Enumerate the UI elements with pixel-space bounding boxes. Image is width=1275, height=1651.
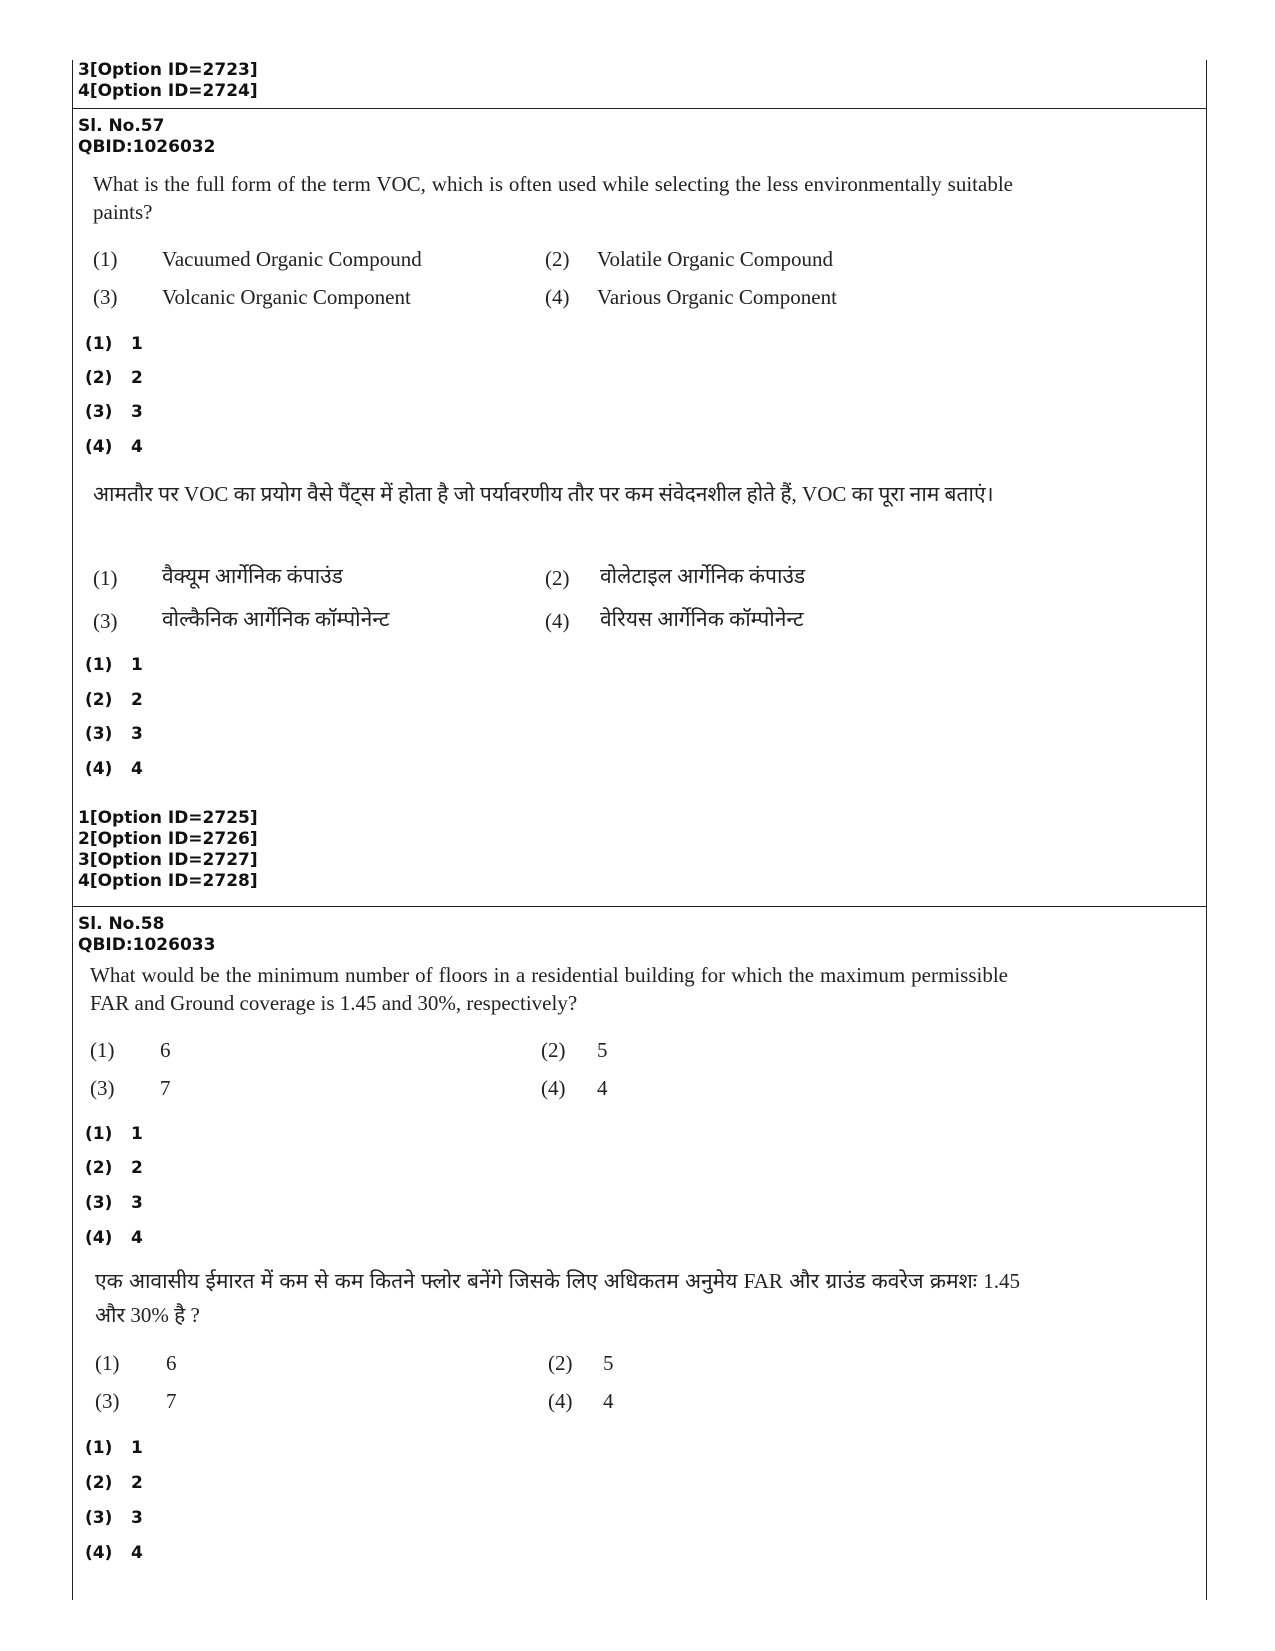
choice-number: (4) (548, 1389, 573, 1413)
choice-text: 5 (603, 1351, 614, 1375)
answer-option: (1) 1 (85, 655, 143, 675)
question-text-english: What would be the minimum number of floors in a residential building for which the maximum permissible FAR and Ground coverage is 1.45 and 30%, respectively? (90, 963, 1008, 1015)
choice-text: वैक्यूम आर्गेनिक कंपाउंड (162, 564, 343, 588)
answer-option: (1) 1 (85, 1438, 143, 1458)
choice-number: (3) (90, 1076, 115, 1100)
choice-number: (3) (93, 285, 118, 309)
row-divider (72, 906, 1207, 907)
choice-number: (3) (95, 1389, 120, 1413)
choice-number: (1) (95, 1351, 120, 1375)
answer-option: (4) 4 (85, 437, 143, 457)
answer-option: (4) 4 (85, 759, 143, 779)
choice-number: (3) (93, 609, 118, 633)
choice-number: (1) (90, 1038, 115, 1062)
qbid: QBID:1026033 (78, 935, 216, 955)
answer-option: (4) 4 (85, 1228, 143, 1248)
qbid: QBID:1026032 (78, 137, 216, 157)
choice-number: (4) (545, 285, 570, 309)
choice-text: 4 (597, 1076, 608, 1100)
choice-number: (2) (545, 566, 570, 590)
choice-number: (4) (545, 609, 570, 633)
question-text-english: What is the full form of the term VOC, which is often used while selecting the less environmentally suitable paints? (93, 172, 1013, 224)
choice-text: 7 (160, 1076, 171, 1100)
option-id-line: 1[Option ID=2725] (78, 808, 258, 828)
choice-number: (2) (541, 1038, 566, 1062)
answer-option: (1) 1 (85, 334, 143, 354)
answer-option: (3) 3 (85, 724, 143, 744)
answer-option: (2) 2 (85, 1473, 143, 1493)
choice-text: वोलेटाइल आर्गेनिक कंपाउंड (600, 564, 806, 588)
choice-text: वेरियस आर्गेनिक कॉम्पोनेन्ट (600, 607, 804, 631)
option-id-line: 4[Option ID=2728] (78, 871, 258, 891)
option-id-line: 4[Option ID=2724] (78, 81, 258, 101)
answer-option: (3) 3 (85, 1508, 143, 1528)
answer-option: (3) 3 (85, 402, 143, 422)
choice-number: (1) (93, 247, 118, 271)
choice-text: 4 (603, 1389, 614, 1413)
answer-option: (2) 2 (85, 1158, 143, 1178)
choice-number: (2) (545, 247, 570, 271)
serial-number: Sl. No.57 (78, 116, 165, 136)
choice-text: Volcanic Organic Component (162, 285, 411, 309)
choice-text: 7 (166, 1389, 177, 1413)
answer-option: (2) 2 (85, 368, 143, 388)
option-id-line: 3[Option ID=2727] (78, 850, 258, 870)
answer-option: (4) 4 (85, 1543, 143, 1563)
question-text-hindi: आमतौर पर VOC का प्रयोग वैसे पैंट्स में होता है जो पर्यावरणीय तौर पर कम संवेदनशील होते हैं, VOC का पूरा नाम बताएं। (93, 482, 994, 506)
choice-text: 6 (166, 1351, 177, 1375)
answer-option: (2) 2 (85, 690, 143, 710)
choice-text: Vacuumed Organic Compound (162, 247, 422, 271)
choice-text: 5 (597, 1038, 608, 1062)
choice-number: (1) (93, 566, 118, 590)
answer-option: (1) 1 (85, 1124, 143, 1144)
question-text-hindi: एक आवासीय ईमारत में कम से कम कितने फ्लोर बनेंगे जिसके लिए अधिकतम अनुमेय FAR और ग्राउंड कवरेज क्रमशः 1.45 और 30% है ? (95, 1269, 1020, 1327)
option-id-line: 3[Option ID=2723] (78, 60, 258, 80)
choice-text: Various Organic Component (597, 285, 837, 309)
option-id-line: 2[Option ID=2726] (78, 829, 258, 849)
choice-text: वोल्कैनिक आर्गेनिक कॉम्पोनेन्ट (162, 607, 390, 631)
choice-text: 6 (160, 1038, 171, 1062)
choice-number: (4) (541, 1076, 566, 1100)
serial-number: Sl. No.58 (78, 914, 165, 934)
answer-option: (3) 3 (85, 1193, 143, 1213)
choice-number: (2) (548, 1351, 573, 1375)
row-divider (72, 108, 1207, 109)
choice-text: Volatile Organic Compound (597, 247, 834, 271)
